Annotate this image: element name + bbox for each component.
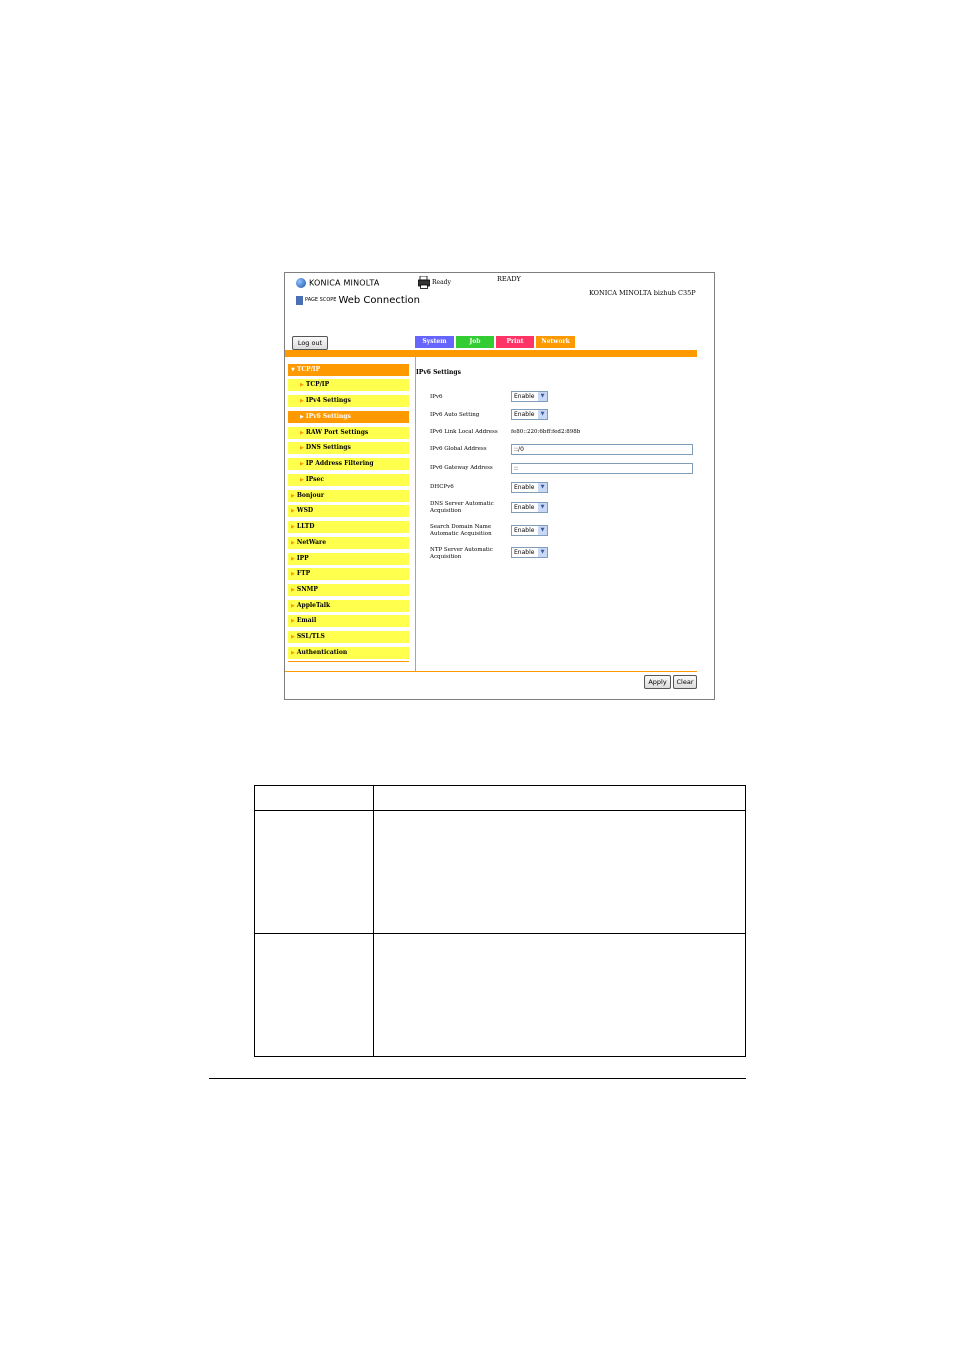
sidebar-item-bonjour[interactable]	[288, 490, 409, 502]
chevron-right-icon: ▶	[291, 650, 295, 656]
chevron-right-icon: ▶	[291, 571, 295, 577]
sidebar-item-netware[interactable]	[288, 537, 409, 549]
sidebar-bottom-divider	[288, 661, 409, 662]
search-domain-label: Search Domain Name Automatic Acquisition	[430, 524, 492, 537]
chevron-down-icon: ▼	[538, 392, 547, 401]
sidebar-item-label: AppleTalk	[296, 602, 331, 609]
chevron-down-icon: ▼	[291, 367, 295, 373]
chevron-down-icon: ▼	[538, 483, 547, 492]
sidebar-item-snmp[interactable]	[288, 584, 409, 596]
sidebar-item-label: Email	[296, 617, 317, 624]
sidebar-item-label: DNS Settings	[305, 444, 351, 451]
product-prefix: PAGE SCOPE	[305, 296, 337, 303]
dhcpv6-select[interactable]	[511, 482, 548, 493]
gateway-address-input[interactable]: ::	[511, 463, 693, 474]
chevron-right-icon: ▶	[300, 382, 304, 388]
dns-auto-value: Enable	[514, 504, 535, 511]
product-name: Web Connection	[338, 295, 420, 306]
sidebar-item-authentication[interactable]	[288, 647, 409, 659]
dns-auto-select[interactable]	[511, 502, 548, 513]
sidebar-item-ipp[interactable]	[288, 553, 409, 565]
chevron-right-icon: ▶	[291, 540, 295, 546]
ipv6-value: Enable	[514, 393, 535, 400]
chevron-down-icon: ▼	[538, 410, 547, 419]
gateway-address-label: IPv6 Gateway Address	[430, 465, 493, 471]
sidebar-item-email[interactable]	[288, 615, 409, 627]
search-domain-value: Enable	[514, 527, 535, 534]
apply-button[interactable]: Apply	[644, 675, 671, 689]
sidebar-item-ip-filtering[interactable]	[288, 458, 409, 470]
tab-print[interactable]: Print	[496, 336, 534, 348]
chevron-right-icon: ▶	[300, 445, 304, 451]
table-column-divider	[373, 786, 374, 1056]
chevron-right-icon: ▶	[291, 508, 295, 514]
logout-button[interactable]: Log out	[292, 336, 328, 350]
sidebar-item-ssl-tls[interactable]	[288, 631, 409, 643]
chevron-down-icon: ▼	[538, 503, 547, 512]
sidebar-divider	[415, 357, 416, 672]
sidebar-item-label: TCP/IP	[296, 366, 321, 373]
table-row-divider	[255, 810, 745, 811]
brand-logo	[296, 278, 380, 288]
tab-system[interactable]: System	[415, 336, 454, 348]
sidebar-item-label: SNMP	[296, 586, 318, 593]
sidebar-item-label: SSL/TLS	[296, 633, 325, 640]
screenshot-frame	[284, 272, 715, 700]
globe-icon	[296, 278, 306, 288]
chevron-down-icon: ▼	[538, 526, 547, 535]
clear-button[interactable]: Clear	[673, 675, 697, 689]
dhcpv6-value: Enable	[514, 484, 535, 491]
ntp-auto-select[interactable]	[511, 547, 548, 558]
product-logo	[296, 295, 420, 306]
tab-job[interactable]: Job	[456, 336, 494, 348]
page-title: IPv6 Settings	[416, 369, 461, 376]
chevron-right-icon: ▶	[291, 524, 295, 530]
chevron-right-icon: ▶	[291, 634, 295, 640]
search-domain-select[interactable]	[511, 525, 548, 536]
sidebar-item-label: WSD	[296, 507, 314, 514]
sidebar-item-label: IPsec	[305, 476, 325, 483]
chevron-right-icon: ▶	[300, 477, 304, 483]
chevron-down-icon: ▼	[538, 548, 547, 557]
auto-setting-label: IPv6 Auto Setting	[430, 412, 480, 418]
auto-setting-value: Enable	[514, 411, 535, 418]
page-footer-rule	[209, 1078, 746, 1079]
ipv6-label: IPv6	[430, 394, 443, 400]
pagescope-icon	[296, 296, 303, 305]
sidebar-item-label: NetWare	[296, 539, 327, 546]
brand-name: KONICA MINOLTA	[309, 278, 380, 288]
link-local-value: fe80::220:6bff:fed2:898b	[511, 429, 581, 435]
sidebar-item-label: IPv4 Settings	[305, 397, 351, 404]
sidebar-item-ipsec[interactable]	[288, 474, 409, 486]
header-divider	[285, 350, 697, 357]
description-table	[254, 785, 746, 1057]
sidebar-item-tcpip[interactable]	[288, 379, 409, 391]
sidebar-item-label: TCP/IP	[305, 381, 330, 388]
sidebar-item-label: LLTD	[296, 523, 315, 530]
chevron-right-icon: ▶	[291, 587, 295, 593]
sidebar-item-dns[interactable]	[288, 442, 409, 454]
sidebar-item-wsd[interactable]	[288, 505, 409, 517]
link-local-label: IPv6 Link Local Address	[430, 429, 498, 435]
chevron-right-icon: ▶	[300, 398, 304, 404]
chevron-right-icon: ▶	[300, 461, 304, 467]
chevron-right-icon: ▶	[300, 414, 304, 420]
status-text: READY	[497, 275, 521, 283]
printer-icon	[418, 276, 430, 289]
table-row-divider	[255, 933, 745, 934]
sidebar-item-label: FTP	[296, 570, 311, 577]
sidebar-item-label: Bonjour	[296, 492, 324, 499]
global-address-input[interactable]: ::/0	[511, 444, 693, 455]
auto-setting-select[interactable]	[511, 409, 548, 420]
sidebar-item-ipv4[interactable]	[288, 395, 409, 407]
sidebar-item-lltd[interactable]	[288, 521, 409, 533]
printer-state-label: Ready	[432, 279, 451, 286]
model-name: KONICA MINOLTA bizhub C35P	[589, 289, 696, 297]
sidebar-item-label: IP Address Filtering	[305, 460, 374, 467]
dhcpv6-label: DHCPv6	[430, 484, 454, 490]
sidebar-item-label: IPv6 Settings	[305, 413, 351, 420]
sidebar-item-raw-port[interactable]	[288, 427, 409, 439]
dns-auto-label: DNS Server Automatic Acquisition	[430, 501, 494, 514]
footer-divider	[285, 671, 697, 672]
global-address-label: IPv6 Global Address	[430, 446, 487, 452]
chevron-right-icon: ▶	[291, 556, 295, 562]
sidebar-item-ftp[interactable]	[288, 568, 409, 580]
chevron-right-icon: ▶	[291, 493, 295, 499]
sidebar-item-label: RAW Port Settings	[305, 429, 369, 436]
chevron-right-icon: ▶	[300, 430, 304, 436]
sidebar-item-label: IPP	[296, 555, 309, 562]
sidebar-item-appletalk[interactable]	[288, 600, 409, 612]
chevron-right-icon: ▶	[291, 603, 295, 609]
ipv6-select[interactable]	[511, 391, 548, 402]
ntp-auto-value: Enable	[514, 549, 535, 556]
sidebar-item-label: Authentication	[296, 649, 348, 656]
sidebar-item-tcpip-group[interactable]	[288, 364, 409, 376]
sidebar-item-ipv6[interactable]	[288, 411, 409, 423]
chevron-right-icon: ▶	[291, 618, 295, 624]
ntp-auto-label: NTP Server Automatic Acquisition	[430, 547, 493, 560]
tab-network[interactable]: Network	[536, 336, 575, 348]
